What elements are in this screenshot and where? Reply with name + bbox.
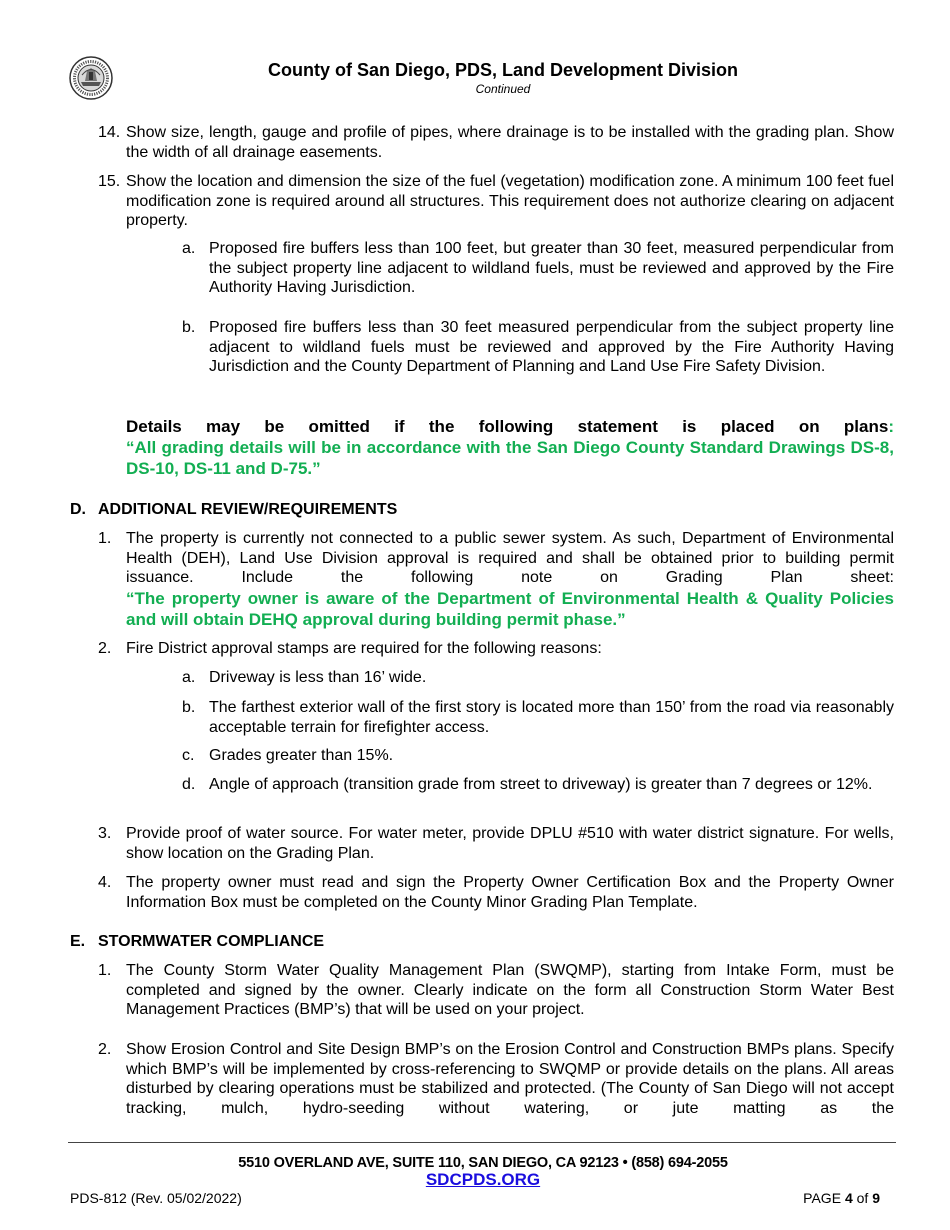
statement-quote: “All grading details will be in accordance with the San Diego County Standard Drawings DS-8, DS-10, DS-11 and D-75.” — [126, 438, 894, 478]
list-item — [70, 529, 894, 630]
section-title: STORMWATER COMPLIANCE — [98, 933, 325, 950]
form-number: PDS-812 (Rev. 05/02/2022) — [70, 1190, 242, 1206]
item-text: The farthest exterior wall of the first story is located more than 150’ from the road via reasonably acceptable terrain for firefighter access. — [209, 699, 894, 736]
item-text: Angle of approach (transition grade from street to driveway) is greater than 7 degrees or 12%. — [209, 776, 873, 793]
list-item — [70, 873, 894, 912]
item-text: Driveway is less than 16’ wide. — [209, 669, 427, 686]
list-item — [70, 961, 894, 1020]
footer-divider — [68, 1142, 896, 1143]
item-number: 4. — [98, 874, 112, 891]
item-number: 14. — [98, 124, 121, 141]
item-text: Proposed fire buffers less than 100 feet, but greater than 30 feet, measured perpendicular from the subject property line adjacent to wildland fuels, must be reviewed and approved by the Fire Authority Having Jurisdiction. — [209, 240, 894, 297]
sub-list-item — [182, 668, 894, 688]
list-item — [70, 639, 894, 659]
item-text: Show the location and dimension the size of the fuel (vegetation) modification zone. A minimum 100 feet fuel modification zone is required around all structures. This requirement does not authorize clearing on adjacent property. — [126, 173, 894, 230]
section-heading — [70, 500, 398, 520]
item-number: 1. — [98, 530, 112, 547]
item-text: The County Storm Water Quality Management Plan (SWQMP), starting from Intake Form, must be completed and signed by the owner. Clearly indicate on the form all Construction Storm Water Best Management Practices (BMP’s) that will be used on your project. — [126, 962, 894, 1019]
item-text: Show Erosion Control and Site Design BMP’s on the Erosion Control and Construction BMPs plans. Specify which BMP’s will be implemented by cross-referencing to SWQMP or provide details on the plans. All areas disturbed by clearing operations must be stabilized and protected. (The County of San Diego will not accept tracking, mulch, hydro-seeding without watering, or jute matting as the — [126, 1041, 894, 1117]
sub-list-item — [182, 318, 894, 377]
section-letter: E. — [70, 933, 86, 950]
page-current: 4 — [844, 1190, 853, 1206]
section-heading — [70, 932, 325, 952]
page-subtitle: Continued — [475, 82, 531, 96]
item-number: 3. — [98, 825, 112, 842]
item-number: 15. — [98, 173, 121, 190]
item-letter: d. — [182, 776, 196, 793]
statement-colon: : — [888, 417, 894, 436]
item-text: Show size, length, gauge and profile of pipes, where drainage is to be installed with the grading plan. Show the width of all drainage easements. — [126, 124, 894, 161]
item-number: 2. — [98, 640, 112, 657]
list-item — [70, 123, 894, 162]
item-letter: a. — [182, 240, 196, 257]
item-letter: c. — [182, 747, 195, 764]
page-title: County of San Diego, PDS, Land Development Division — [267, 60, 739, 80]
item-letter: b. — [182, 699, 196, 716]
section-title: ADDITIONAL REVIEW/REQUIREMENTS — [98, 501, 398, 518]
item-number: 2. — [98, 1041, 112, 1058]
sub-list-item — [182, 698, 894, 737]
list-item — [70, 1040, 894, 1118]
item-text: The property is currently not connected to a public sewer system. As such, Department of Environmental Health (DEH), Land Use Division approval is required and shall be obtained prior to building permit issuance. Include the following note on Grading Plan sheet: — [126, 530, 894, 587]
item-letter: b. — [182, 319, 196, 336]
list-item — [70, 172, 894, 231]
sub-list-item — [182, 775, 894, 795]
page-number: PAGE 4 of 9 — [803, 1190, 880, 1206]
footer-address: 5510 OVERLAND AVE, SUITE 110, SAN DIEGO, CA 92123 • (858) 694-2055 — [238, 1155, 728, 1171]
website-link[interactable]: SDCPDS.ORG — [425, 1170, 541, 1189]
sub-list-item — [182, 746, 894, 766]
item-text: Provide proof of water source. For water meter, provide DPLU #510 with water district signature. For wells, show location on the Grading Plan. — [126, 825, 894, 862]
sub-list-item — [182, 239, 894, 298]
list-item — [70, 824, 894, 863]
item-text: Proposed fire buffers less than 30 feet measured perpendicular from the subject property line adjacent to wildland fuels must be reviewed and approved by the Fire Authority Having Jurisdiction and the County Department of Planning and Land Use Fire Safety Division. — [209, 319, 894, 376]
item-text: Fire District approval stamps are required for the following reasons: — [126, 640, 602, 657]
grading-details-statement — [126, 416, 894, 479]
item-number: 1. — [98, 962, 112, 979]
item-text: The property owner must read and sign the Property Owner Certification Box and the Property Owner Information Box must be completed on the County Minor Grading Plan Template. — [126, 874, 894, 911]
statement-lead: Details may be omitted if the following statement is placed on plans — [126, 417, 889, 436]
item-letter: a. — [182, 669, 196, 686]
item-text: Grades greater than 15%. — [209, 747, 394, 764]
page-total: 9 — [872, 1190, 880, 1206]
section-letter: D. — [70, 501, 86, 518]
sewer-note-quote: “The property owner is aware of the Department of Environmental Health & Quality Policies and will obtain DEHQ approval during building permit phase.” — [126, 588, 894, 629]
